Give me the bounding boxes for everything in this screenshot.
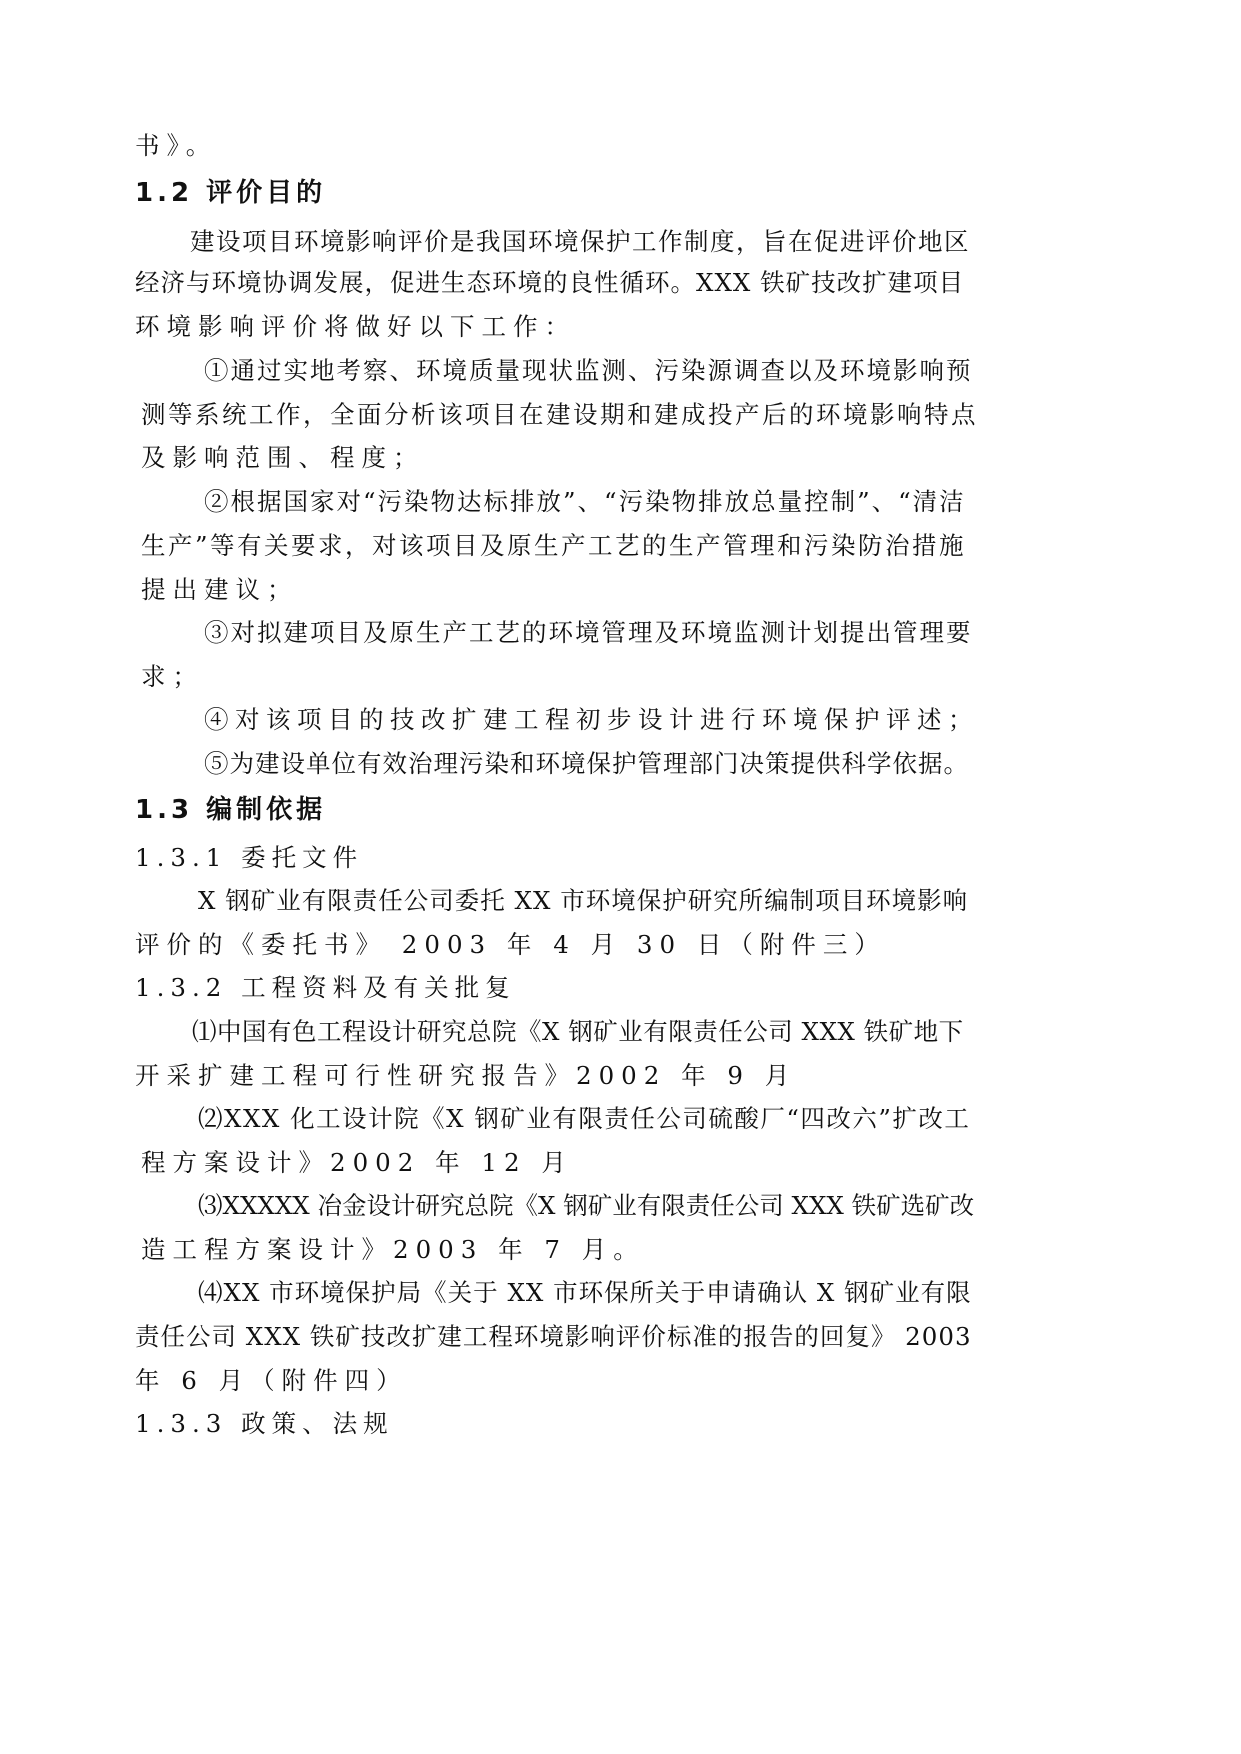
paragraph-line: 经济与环境协调发展，促进生态环境的良性循环。XXX 铁矿技改扩建项目 <box>135 268 965 297</box>
list-item-line: ⑤为建设单位有效治理污染和环境保护管理部门决策提供科学依据。 <box>204 749 969 778</box>
reference-item-line: 责任公司 XXX 铁矿技改扩建工程环境影响评价标准的报告的回复》 2003 <box>135 1322 972 1351</box>
list-item-line: 及影响范围、程度； <box>141 443 425 472</box>
paragraph-line: 建设项目环境影响评价是我国环境保护工作制度，旨在促进评价地区 <box>190 227 970 256</box>
subsection-title-1-3-1: 1.3.1 委托文件 <box>135 843 364 872</box>
reference-item-line: 程方案设计》2002 年 12 月 <box>141 1148 573 1177</box>
list-item-line: 求； <box>141 662 204 691</box>
section-heading-1-3: 1.3 编制依据 <box>135 795 327 825</box>
list-item-line: ①通过实地考察、环境质量现状监测、污染源调查以及环境影响预 <box>204 356 973 385</box>
list-item-line: 提出建议； <box>141 575 299 604</box>
reference-item-line: 开采扩建工程可行性研究报告》2002 年 9 月 <box>135 1061 797 1090</box>
subsection-title-1-3-3: 1.3.3 政策、法规 <box>135 1409 394 1438</box>
reference-item-line: 造工程方案设计》2003 年 7 月。 <box>141 1235 645 1264</box>
paragraph-line: 环境影响评价将做好以下工作： <box>135 312 576 341</box>
reference-item-line: ⑵XXX 化工设计院《X 钢矿业有限责任公司硫酸厂“四改六”扩改工 <box>198 1104 971 1133</box>
reference-item-line: ⑷XX 市环境保护局《关于 XX 市环保所关于申请确认 X 钢矿业有限 <box>198 1278 972 1307</box>
reference-item-line: 年 6 月（附件四） <box>135 1366 408 1395</box>
section-heading-1-2: 1.2 评价目的 <box>135 178 327 208</box>
list-item-line: 测等系统工作，全面分析该项目在建设期和建成投产后的环境影响特点 <box>141 400 978 429</box>
paragraph-line: 评价的《委托书》 2003 年 4 月 30 日（附件三） <box>135 930 886 959</box>
subsection-title-1-3-2: 1.3.2 工程资料及有关批复 <box>135 973 516 1002</box>
reference-item-line: ⑴中国有色工程设计研究总院《X 钢矿业有限责任公司 XXX 铁矿地下 <box>192 1017 964 1046</box>
top-fragment-text: 书》。 <box>135 131 218 160</box>
reference-item-line: ⑶XXXXX 冶金设计研究总院《X 钢矿业有限责任公司 XXX 铁矿选矿改 <box>198 1191 975 1220</box>
list-item-line: 生产”等有关要求，对该项目及原生产工艺的生产管理和污染防治措施 <box>141 531 967 560</box>
list-item-line: ④对该项目的技改扩建工程初步设计进行环境保护评述； <box>204 705 979 734</box>
paragraph-line: X 钢矿业有限责任公司委托 XX 市环境保护研究所编制项目环境影响 <box>198 886 969 915</box>
list-item-line: ②根据国家对“污染物达标排放”、“污染物排放总量控制”、“清洁 <box>204 487 966 516</box>
list-item-line: ③对拟建项目及原生产工艺的环境管理及环境监测计划提出管理要 <box>204 618 973 647</box>
